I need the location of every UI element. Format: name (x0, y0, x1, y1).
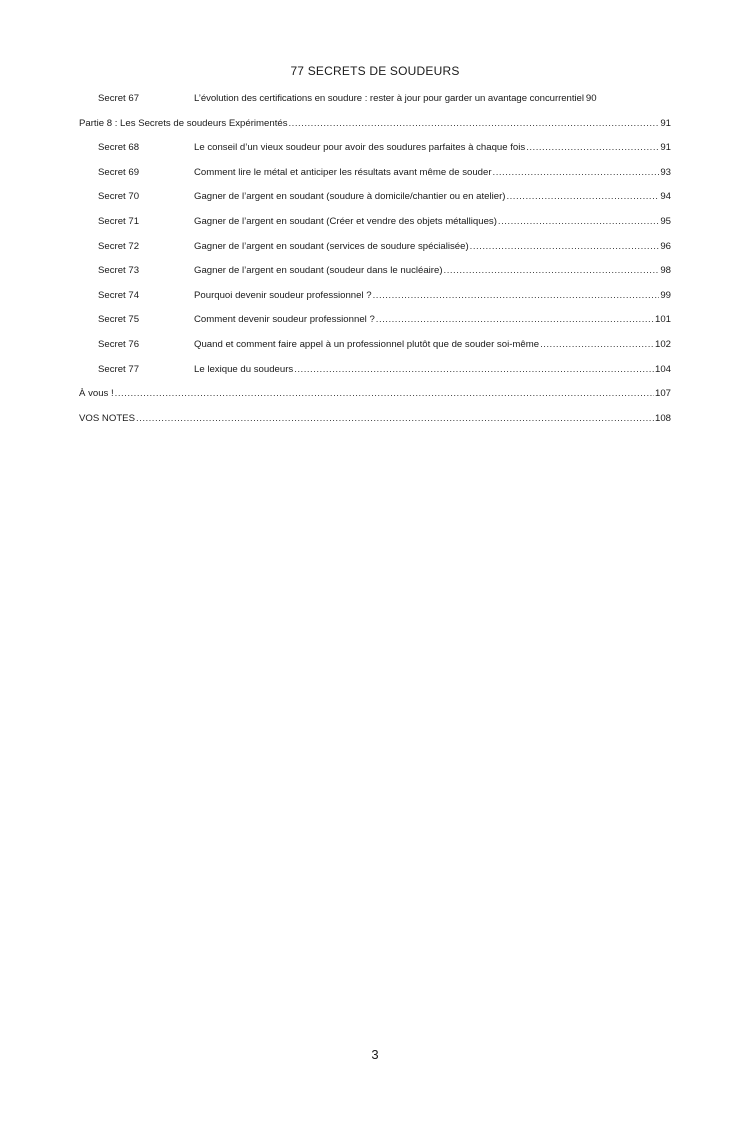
toc-entry-page: 91 (660, 142, 671, 154)
toc-entry-secret-68[interactable] (79, 142, 671, 167)
toc-entry-number: Secret 74 (98, 289, 140, 301)
toc-entry-secret-73[interactable] (79, 265, 671, 290)
toc-entry-number: Secret 77 (98, 363, 140, 375)
toc-entry-page: 90 (585, 93, 597, 104)
toc-entry-page: 95 (660, 215, 671, 227)
toc-leader-dots (289, 118, 660, 129)
toc-entry-title: Gagner de l’argent en soudant (soudure à domicile/chantier ou en atelier) (194, 191, 506, 203)
page-number: 3 (371, 1047, 379, 1062)
toc-leader-dots (493, 167, 660, 178)
toc-leader-dots (498, 216, 659, 227)
toc-entry-number: Secret 69 (98, 166, 140, 178)
toc-entry-number: Secret 75 (98, 314, 140, 326)
toc-entry-page: 98 (660, 265, 671, 277)
toc-entry-page: 93 (660, 166, 671, 178)
toc-entry-secret-67[interactable] (79, 93, 671, 118)
toc-entry-secret-71[interactable] (79, 216, 671, 241)
toc-leader-dots (376, 314, 654, 325)
toc-entry-page: 99 (660, 289, 671, 301)
toc-entry-number: Secret 72 (98, 240, 140, 252)
toc-leader-dots (470, 241, 660, 252)
toc-entry-page: 91 (660, 117, 671, 129)
toc-entry-number: Secret 71 (98, 215, 140, 227)
toc-entry-title: Gagner de l’argent en soudant (soudeur dans le nucléaire) (194, 265, 443, 277)
toc-entry-page: 108 (654, 412, 671, 424)
toc-leader-dots (526, 142, 659, 153)
toc-entry-page: 94 (660, 191, 671, 203)
toc-entry-secret-77[interactable] (79, 364, 671, 389)
toc-entry-secret-74[interactable] (79, 290, 671, 315)
toc-entry-page: 102 (654, 338, 671, 350)
toc-entry-title: Gagner de l’argent en soudant (Créer et vendre des objets métalliques) (194, 215, 497, 227)
toc-entry-secret-69[interactable] (79, 167, 671, 192)
toc-entry-title: Comment devenir soudeur professionnel ? (194, 314, 375, 326)
toc-entry-a-vous[interactable] (79, 388, 671, 413)
toc-entry-number: Secret 76 (98, 338, 140, 350)
toc-entry-secret-70[interactable] (79, 191, 671, 216)
toc-entry-title: À vous ! (79, 388, 114, 400)
toc-leader-dots (294, 364, 654, 375)
toc-entry-title: Partie 8 : Les Secrets de soudeurs Expérimentés (79, 117, 288, 129)
toc-entry-title: Le conseil d’un vieux soudeur pour avoir des soudures parfaites à chaque fois (194, 142, 526, 154)
toc-leader-dots (373, 290, 660, 301)
toc-entry-title: Gagner de l’argent en soudant (services de soudure spécialisée) (194, 240, 469, 252)
toc-entry-partie-8[interactable] (79, 118, 671, 143)
toc-leader-dots (506, 191, 659, 202)
toc-entry-secret-75[interactable] (79, 314, 671, 339)
table-of-contents (79, 93, 671, 437)
toc-entry-title: VOS NOTES (79, 412, 135, 424)
toc-entry-page: 104 (654, 363, 671, 375)
toc-leader-dots (136, 413, 654, 424)
toc-entry-number: Secret 73 (98, 265, 140, 277)
toc-entry-title: Le lexique du soudeurs (194, 363, 294, 375)
toc-entry-title: Pourquoi devenir soudeur professionnel ? (194, 289, 372, 301)
toc-leader-dots (540, 339, 654, 350)
toc-leader-dots (444, 265, 660, 276)
toc-entry-title: L’évolution des certifications en soudure : rester à jour pour garder un avantage concurrentiel (194, 93, 584, 104)
toc-entry-secret-72[interactable] (79, 241, 671, 266)
toc-entry-secret-76[interactable] (79, 339, 671, 364)
toc-entry-vos-notes[interactable] (79, 413, 671, 438)
toc-entry-number: Secret 68 (98, 142, 140, 154)
toc-entry-page: 101 (654, 314, 671, 326)
toc-entry-page: 107 (654, 388, 671, 400)
toc-entry-page: 96 (660, 240, 671, 252)
toc-entry-title: Quand et comment faire appel à un professionnel plutôt que de souder soi-même (194, 338, 540, 350)
page-header: 77 SECRETS DE SOUDEURS (290, 64, 460, 78)
toc-entry-number: Secret 70 (98, 191, 140, 203)
toc-entry-title: Comment lire le métal et anticiper les résultats avant même de souder (194, 166, 492, 178)
toc-leader-dots (115, 388, 654, 399)
toc-entry-number: Secret 67 (98, 93, 140, 104)
